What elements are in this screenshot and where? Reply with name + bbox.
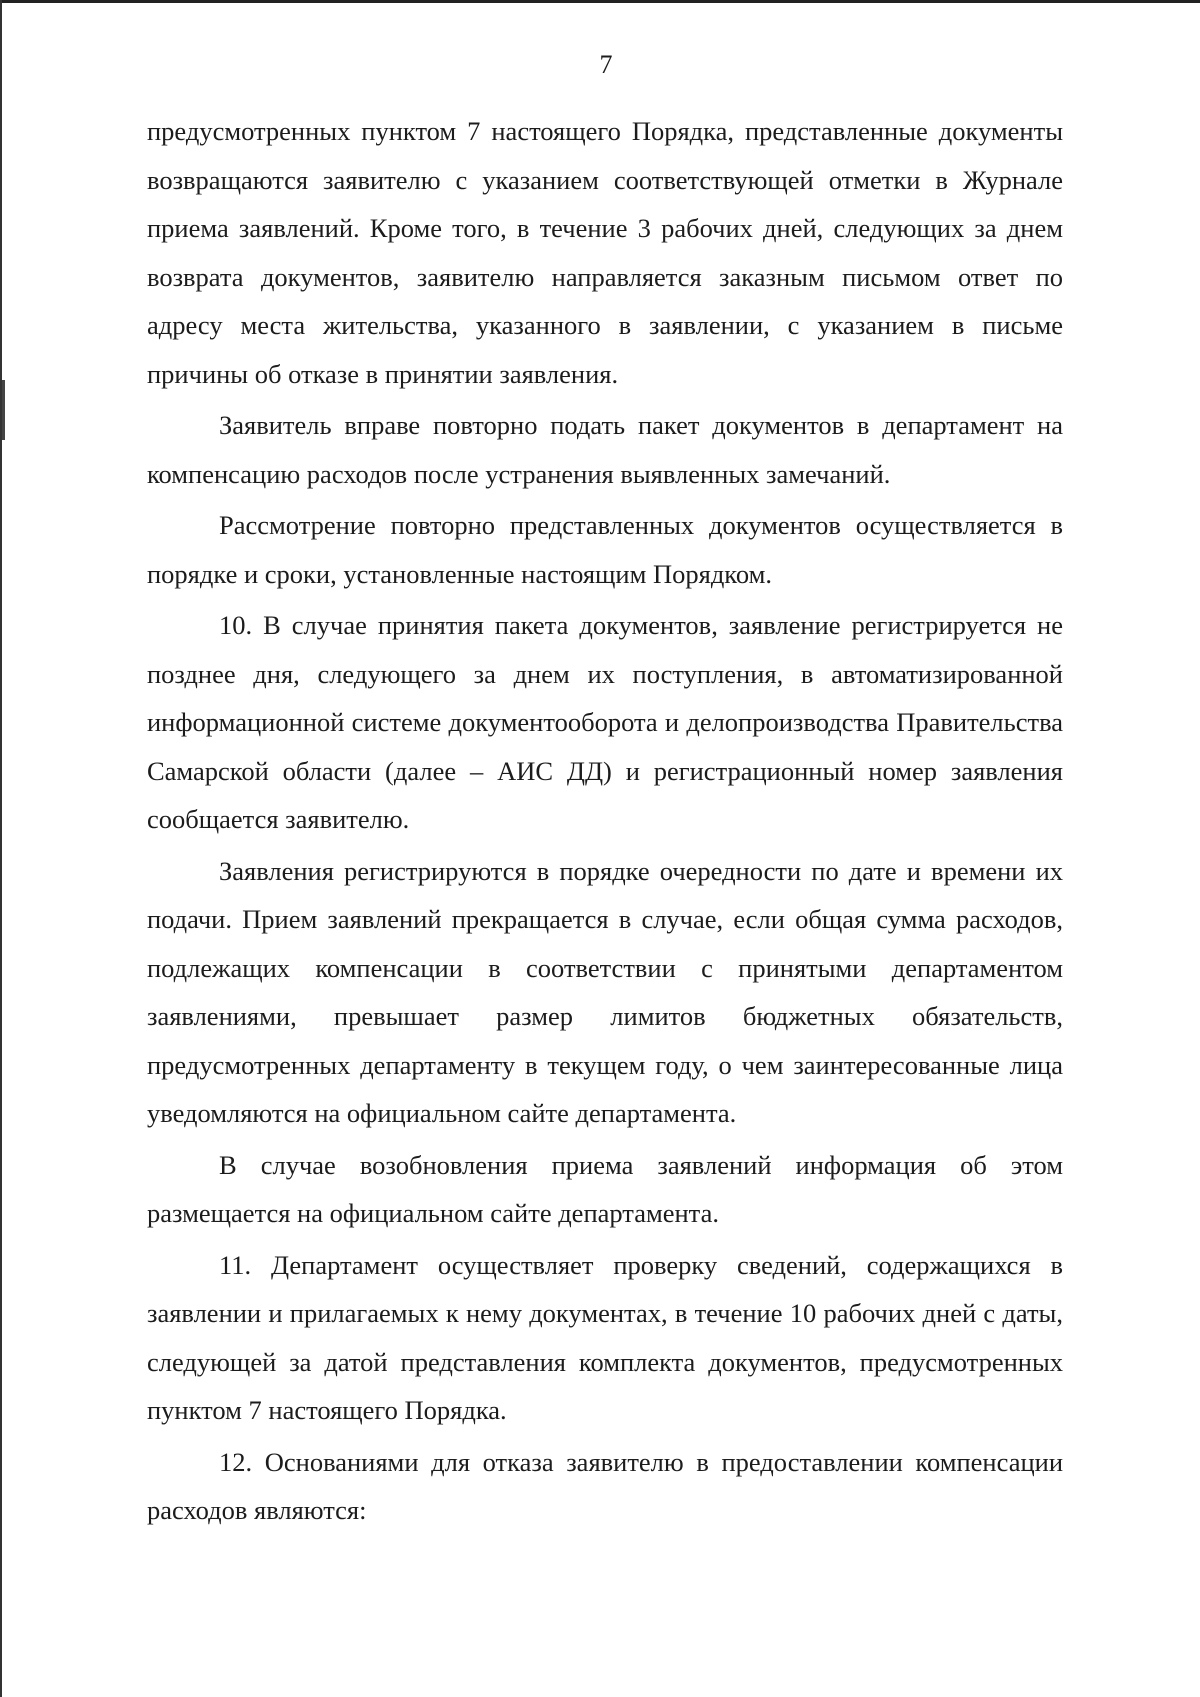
scan-left-mark: [2, 380, 5, 440]
paragraph-continuation: предусмотренных пунктом 7 настоящего Порядка, представленные документы возвращаются заявителю с указанием соответствующей отметки в Журнале приема заявлений. Кроме того, в течение 3 рабочих дней, следующих за днем возврата документов, заявителю направляется заказным письмом ответ по адресу места жительства, указанного в заявлении, с указанием в письме причины об отказе в принятии заявления.: [147, 116, 1063, 389]
paragraph-resumption: В случае возобновления приема заявлений информация об этом размещается на официальном сайте департамента.: [147, 1149, 1063, 1228]
paragraph-item-11: 11. Департамент осуществляет проверку сведений, содержащихся в заявлении и прилагаемых к нему документах, в течение 10 рабочих дней с даты, следующей за датой представления комплекта документов, предусмотренных пунктом 7 настоящего Порядка.: [147, 1249, 1063, 1425]
scan-left-edge: [0, 0, 2, 1697]
document-body: [147, 107, 1063, 1535]
page-number: 7: [599, 50, 613, 79]
scan-top-edge: [0, 0, 1200, 3]
paragraph-resubmit-right: Заявитель вправе повторно подать пакет документов в департамент на компенсацию расходов после устранения выявленных замечаний.: [147, 410, 1063, 489]
paragraph-item-10: 10. В случае принятия пакета документов, заявление регистрируется не позднее дня, следующего за днем их поступления, в автоматизированной информационной системе документооборота и делопроизводства Правительства Самарской области (далее – АИС ДД) и регистрационный номер заявления сообщается заявителю.: [147, 610, 1063, 834]
paragraph-item-12: 12. Основаниями для отказа заявителю в предоставлении компенсации расходов являются:: [147, 1446, 1063, 1525]
paragraph-resubmit-review: Рассмотрение повторно представленных документов осуществляется в порядке и сроки, установленные настоящим Порядком.: [147, 510, 1063, 589]
paragraph-registration-order: Заявления регистрируются в порядке очередности по дате и времени их подачи. Прием заявлений прекращается в случае, если общая сумма расходов, подлежащих компенсации в соответствии с принятыми департаментом заявлениями, превышает размер лимитов бюджетных обязательств, предусмотренных департаменту в текущем году, о чем заинтересованные лица уведомляются на официальном сайте департамента.: [147, 855, 1063, 1128]
